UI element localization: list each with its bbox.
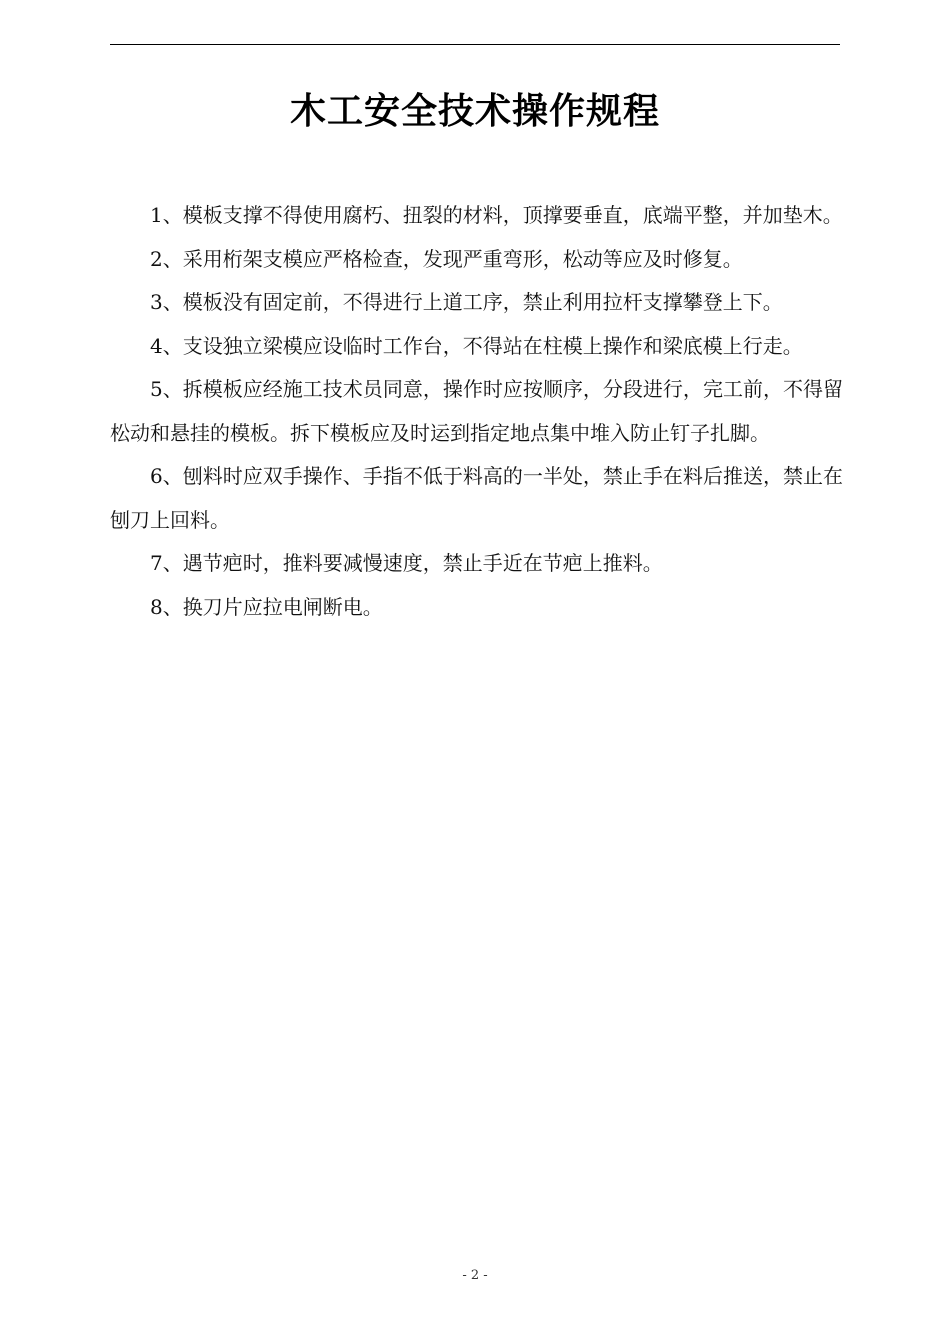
- document-body: [110, 194, 843, 629]
- paragraph-3: 3、模板没有固定前，不得进行上道工序，禁止利用拉杆支撑攀登上下。: [150, 290, 783, 314]
- paragraph-6: 6、刨料时应双手操作、手指不低于料高的一半处，禁止手在料后推送，禁止在刨刀上回料。: [110, 464, 843, 532]
- paragraph-8: 8、换刀片应拉电闸断电。: [150, 594, 383, 619]
- page-number: - 2 -: [462, 1268, 488, 1283]
- paragraph-1: 1、模板支撑不得使用腐朽、扭裂的材料，顶撑要垂直，底端平整，并加垫木。: [150, 203, 843, 227]
- paragraph-4: 4、支设独立梁模应设临时工作台，不得站在柱模上操作和梁底模上行走。: [150, 333, 803, 358]
- paragraph-5: 5、拆模板应经施工技术员同意，操作时应按顺序，分段进行，完工前，不得留松动和悬挂的模板。拆下模板应及时运到指定地点集中堆入防止钉子扎脚。: [110, 377, 843, 445]
- paragraph-7: 7、遇节疤时，推料要减慢速度，禁止手近在节疤上推料。: [150, 551, 663, 575]
- header-rule: [110, 44, 840, 45]
- document-title: 木工安全技术操作规程: [289, 91, 660, 132]
- paragraph-2: 2、采用桁架支模应严格检查，发现严重弯形，松动等应及时修复。: [150, 246, 743, 271]
